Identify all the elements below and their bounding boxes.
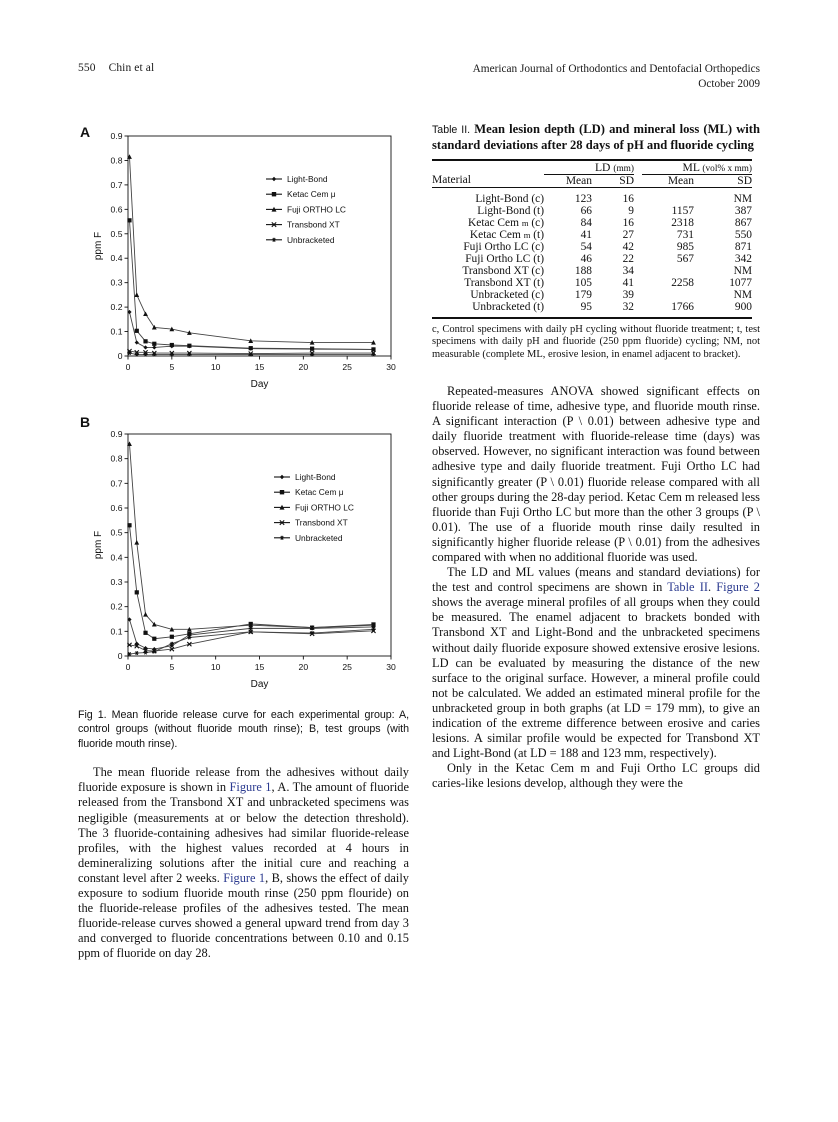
cell-ld-sd: 42: [622, 240, 634, 253]
svg-text:20: 20: [298, 662, 309, 672]
svg-text:5: 5: [169, 662, 175, 672]
fluoride-release-chart-a: [78, 122, 409, 400]
svg-text:0.9: 0.9: [110, 131, 123, 141]
cell-material: Fuji Ortho LC (t): [465, 252, 544, 265]
svg-text:0.3: 0.3: [110, 577, 123, 587]
table-column-header-row: [432, 174, 752, 187]
svg-text:0: 0: [125, 662, 131, 672]
running-head-left: [78, 62, 154, 74]
cell-ld-mean: 188: [574, 264, 592, 277]
journal-name: American Journal of Orthodontics and Dentofacial Orthopedics: [472, 63, 760, 75]
right-paragraph-2: [432, 565, 760, 761]
table-2-caption: [432, 122, 760, 154]
cell-ld-sd: 16: [622, 192, 634, 205]
cell-ml-mean: 567: [676, 252, 694, 265]
fluoride-release-chart-b: [78, 412, 409, 700]
issue-date: October 2009: [698, 78, 760, 90]
table-row: [432, 277, 752, 289]
cell-ml-sd: 900: [694, 301, 752, 318]
table-2-title: Mean lesion depth (LD) and mineral loss (ML) with standard deviations after 28 days of pH and fluoride cycling: [432, 122, 760, 153]
svg-text:ppm F: ppm F: [93, 231, 104, 261]
svg-text:Light-Bond: Light-Bond: [287, 174, 328, 184]
table-row: [432, 205, 752, 217]
col-header-ml-mean: Mean: [642, 174, 694, 187]
svg-text:20: 20: [298, 362, 309, 372]
group-header-ld: [544, 160, 634, 175]
svg-text:Day: Day: [250, 679, 269, 690]
svg-text:0.1: 0.1: [110, 326, 123, 337]
left-column: [78, 122, 409, 961]
svg-text:0.4: 0.4: [110, 253, 123, 264]
figure-caption-text: Mean fluoride release curve for each experimental group: A, control groups (without fluoride mouth rinse); B, test groups (with fluoride mouth rinse).: [78, 709, 409, 750]
svg-text:0.1: 0.1: [110, 626, 123, 637]
svg-text:Transbond XT: Transbond XT: [295, 517, 348, 528]
cell-ml-sd: 871: [734, 240, 752, 253]
svg-text:ppm F: ppm F: [93, 530, 104, 560]
table-body: [432, 187, 752, 318]
chart-panel-b: [78, 412, 409, 700]
svg-text:5: 5: [169, 362, 175, 372]
svg-text:15: 15: [254, 362, 265, 372]
cell-ld-sd: 22: [622, 252, 634, 265]
svg-text:Fuji ORTHO LC: Fuji ORTHO LC: [287, 204, 346, 215]
cell-ml-not-measurable: NM: [733, 192, 752, 205]
running-head-authors: Chin et al: [108, 62, 155, 74]
cell-ld-sd: 39: [622, 288, 634, 301]
svg-text:0.6: 0.6: [110, 503, 123, 513]
cell-ml-sd: 1077: [729, 276, 752, 289]
svg-text:0.7: 0.7: [110, 179, 123, 190]
xref-figure-1-b[interactable]: Figure 1: [223, 870, 266, 885]
svg-text:Fuji ORTHO LC: Fuji ORTHO LC: [295, 502, 354, 513]
svg-text:Transbond XT: Transbond XT: [287, 219, 340, 230]
cell-ld-mean: 54: [580, 240, 592, 253]
svg-text:0.8: 0.8: [110, 155, 123, 166]
cell-ld-mean: 84: [580, 216, 592, 229]
cell-spacer: [634, 301, 642, 318]
panel-a-letter: A: [80, 124, 91, 140]
group-ml-name: ML: [682, 160, 700, 174]
svg-text:0.2: 0.2: [110, 302, 123, 313]
rp2-mid: .: [707, 580, 717, 595]
cell-material: Unbracketed (t): [432, 301, 544, 318]
running-head-right: [473, 62, 760, 92]
cell-material: Light-Bond (c): [475, 192, 544, 205]
cell-ld-mean: 95: [544, 301, 592, 318]
left-paragraph-1: [78, 765, 409, 961]
table-2-footnote: c, Control specimens with daily pH cycling without fluoride treatment; t, test specimens with daily pH and fluoride (250 ppm fluoride) cycling; NM, not measurable (complete ML, erosive lesion, in enamel adjacent to bracket).: [432, 323, 760, 361]
cell-ml-not-measurable: NM: [733, 288, 752, 301]
page-number: 550: [78, 62, 96, 74]
table-row: [432, 301, 752, 318]
group-header-gap: [634, 160, 642, 175]
cell-spacer: [634, 229, 642, 241]
cell-ml-mean: 1157: [671, 204, 694, 217]
svg-text:25: 25: [342, 662, 352, 672]
svg-text:10: 10: [210, 362, 221, 372]
cell-ld-sd: 27: [622, 228, 634, 241]
svg-text:30: 30: [386, 662, 396, 672]
group-ld-unit: (mm): [613, 163, 634, 174]
cell-material: Ketac Cem m (t): [469, 228, 544, 241]
figure-caption-label: Fig 1.: [78, 709, 107, 721]
cell-ml-not-measurable: NM: [733, 264, 752, 277]
right-paragraph-3: Only in the Ketac Cem m and Fuji Ortho LC groups did caries-like lesions develop, although they were the: [432, 761, 760, 791]
col-header-ld-sd: SD: [592, 174, 634, 187]
table-row: [432, 217, 752, 229]
cell-spacer: [634, 187, 642, 205]
cell-ld-mean: 105: [574, 276, 592, 289]
group-ld-name: LD: [594, 160, 611, 174]
svg-text:0.4: 0.4: [110, 552, 123, 563]
col-header-material: Material: [432, 174, 544, 187]
cell-ml-mean: 731: [676, 228, 694, 241]
col-header-ml-sd: SD: [694, 174, 752, 187]
cell-spacer: [634, 265, 642, 277]
table-2-label: Table II.: [432, 124, 471, 136]
cell-ml-sd: 342: [734, 252, 752, 265]
figure-1: [78, 122, 409, 751]
svg-text:25: 25: [342, 362, 352, 372]
xref-table-2[interactable]: Table II: [667, 580, 708, 595]
cell-ml-sd: 867: [734, 216, 752, 229]
table-row: [432, 229, 752, 241]
panel-b-letter: B: [80, 414, 91, 430]
xref-figure-2[interactable]: Figure 2: [716, 580, 760, 595]
svg-text:0: 0: [125, 362, 131, 372]
cell-ld-mean: 123: [574, 192, 592, 205]
svg-text:0.2: 0.2: [110, 601, 123, 612]
right-column: [432, 122, 760, 792]
svg-text:15: 15: [254, 662, 265, 672]
table-row: [432, 241, 752, 253]
svg-text:Unbracketed: Unbracketed: [295, 532, 343, 543]
cell-material: Light-Bond (t): [477, 204, 544, 217]
svg-text:0: 0: [117, 351, 123, 361]
svg-text:0.3: 0.3: [110, 277, 123, 288]
cell-spacer: [634, 253, 642, 265]
cell-ld-mean: 66: [580, 204, 592, 217]
svg-text:Ketac Cem μ: Ketac Cem μ: [287, 189, 336, 200]
cell-material: Transbond XT (t): [464, 276, 544, 289]
svg-text:Day: Day: [250, 379, 269, 390]
figure-caption: [78, 708, 409, 751]
running-head: [78, 62, 760, 96]
cell-ml-mean: 985: [676, 240, 694, 253]
svg-text:0.8: 0.8: [110, 453, 123, 464]
cell-ld-mean: 179: [574, 288, 592, 301]
table-row: [432, 289, 752, 301]
cell-ld-sd: 41: [622, 276, 634, 289]
table-row: [432, 187, 752, 205]
cell-ml-mean: 2318: [671, 216, 694, 229]
svg-text:0: 0: [117, 651, 123, 661]
group-header-ml: [642, 160, 752, 175]
cell-ld-sd: 9: [628, 204, 634, 217]
rp2-b: shows the average mineral profiles of all groups when they could be measured. The enamel adjacent to brackets bonded with Transbond XT and Light-Bond and the unbracketed specimens without daily fluoride exposure showed extensive erosive lesions. LD can be evaluated by measuring the distance of the new surface to the original surface. However, a mineral profile could not be calculated. We added an estimated mineral profile for the unbracketed group in both graphs (at LD = 179 mm), to give an indication of the extreme difference between erosive and caries lesions. A similar profile would be expected for Transbond XT and Light-Bond (at LD = 188 and 123 mm, respectively).: [432, 595, 760, 761]
cell-spacer: [634, 289, 642, 301]
cell-material: Ketac Cem m (c): [468, 216, 544, 229]
svg-text:Light-Bond: Light-Bond: [295, 472, 336, 482]
svg-text:0.6: 0.6: [110, 204, 123, 215]
lp1-c: , B, shows the effect of daily exposure to sodium fluoride mouth rinse (250 ppm flouride) on the fluoride-release profiles of the adhesives tested. The mean fluoride-release curves showed a general upward trend from day 3 and converged to fluoride concentrations between 0.10 and 0.15 ppm of fluoride on day 28.: [78, 870, 409, 961]
lp1-a: The mean fluoride release from the adhesives without daily fluoride exposure is shown in: [78, 765, 409, 795]
cell-ld-sd: 16: [622, 216, 634, 229]
chart-panel-a: [78, 122, 409, 400]
cell-ld-mean: 46: [580, 252, 592, 265]
svg-text:30: 30: [386, 362, 396, 372]
cell-ml-mean: 1766: [642, 301, 694, 318]
cell-spacer: [634, 205, 642, 217]
table-row: [432, 253, 752, 265]
cell-ml-sd: 387: [734, 204, 752, 217]
svg-text:0.5: 0.5: [110, 228, 123, 239]
svg-text:Unbracketed: Unbracketed: [287, 234, 335, 245]
cell-spacer: [634, 217, 642, 229]
cell-ld-sd: 34: [622, 264, 634, 277]
svg-text:0.9: 0.9: [110, 429, 123, 439]
svg-text:0.7: 0.7: [110, 478, 123, 489]
svg-text:0.5: 0.5: [110, 527, 123, 538]
right-paragraph-1: Repeated-measures ANOVA showed significant effects on fluoride release of time, adhesive type, and fluoride mouth rinse. A significant interaction (P \ 0.01) between adhesive type and daily fluoride treatment with fluoride-release time (days) was observed. However, no significant interaction was found between adhesive type and daily fluoride treatment. Fuji Ortho LC had significantly greater (P \ 0.01) fluoride release compared with all other groups during the 28-day period. Ketac Cem m released less fluoride than Fuji Ortho LC but more than the other 3 groups (P \ 0.01). The use of a fluoride mouth rinse daily resulted in significantly higher fluoride release (P \ 0.01) from the adhesives compared with when no additional fluoride was used.: [432, 383, 760, 565]
cell-material: Transbond XT (c): [462, 264, 544, 277]
cell-ml-mean: 2258: [671, 276, 694, 289]
cell-material: Fuji Ortho LC (c): [463, 240, 544, 253]
cell-material: Unbracketed (c): [470, 288, 544, 301]
xref-figure-1-a[interactable]: Figure 1: [229, 780, 272, 795]
cell-ml-sd: 550: [734, 228, 752, 241]
rp2-a: The LD and ML values (means and standard deviations) for the test and control specimens are shown in: [432, 565, 760, 595]
col-header-ld-mean: Mean: [544, 174, 592, 187]
cell-spacer: [634, 277, 642, 289]
table-group-header-row: [432, 160, 752, 175]
group-ml-unit: (vol% x mm): [702, 163, 752, 174]
table-2: [432, 159, 752, 319]
lp1-b: , A. The amount of fluoride released from the Transbond XT and unbracketed specimens was negligible (measurements at or below the detection threshold). The 3 fluoride-containing adhesives had similar fluoride-release profiles, with the highest values recorded at 4 hours in demineralizing solutions after the initial cure and reaching a constant level after 2 weeks.: [78, 780, 410, 885]
cell-ld-sd: 32: [592, 301, 634, 318]
cell-spacer: [634, 241, 642, 253]
table-row: [432, 265, 752, 277]
svg-text:Ketac Cem μ: Ketac Cem μ: [295, 487, 344, 498]
group-header-spacer: [432, 160, 544, 175]
cell-ld-mean: 41: [580, 228, 592, 241]
svg-text:10: 10: [210, 662, 221, 672]
